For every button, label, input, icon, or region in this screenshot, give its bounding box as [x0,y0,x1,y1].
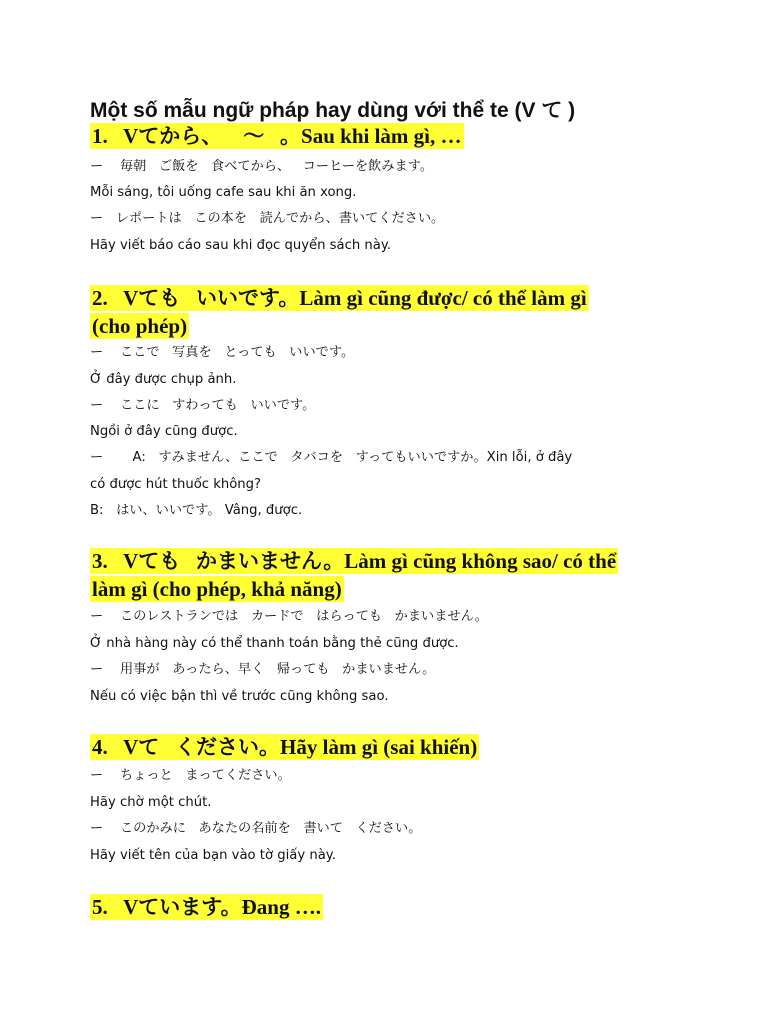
section-1-heading [90,122,464,151]
section-2-line-7: B: はい、いいです。 Vâng, được. [90,503,303,518]
section-3-line-4: Nếu có việc bận thì về trước cũng không sao. [90,689,389,704]
section-2-heading [90,284,589,313]
section-5-heading [90,893,323,922]
section-4-line-3: ー このかみに あなたの名前を 書いて ください。 [90,821,422,836]
section-2-line-3: ー ここに すわっても いいです。 [90,398,316,413]
document-title: Một số mẫu ngữ pháp hay dùng với thể te (V て ) [90,99,576,122]
section-3-line-1: ー このレストランでは カードで はらっても かまいません。 [90,609,488,624]
section-3-heading-cont [90,575,344,604]
section-1-line-4: Hãy viết báo cáo sau khi đọc quyển sách này. [90,238,391,253]
section-3-heading-line-2: làm gì (cho phép, khả năng) [92,577,342,601]
section-1-heading-text: 1. Vてから、 ～ 。Sau khi làm gì, … [92,124,462,148]
section-2-line-4: Ngồi ở đây cũng được. [90,424,238,439]
section-3-heading-line-1: 3. Vても かまいません。Làm gì cũng không sao/ có thể [92,549,617,573]
section-2-line-2: Ở đây được chụp ảnh. [90,372,237,387]
section-4-line-2: Hãy chờ một chút. [90,795,212,810]
section-1-line-3: ー レポートは この本を 読んでから、書いてください。 [90,211,445,226]
section-1-line-1: ー 毎朝 ご飯を 食べてから、 コーヒーを飲みます。 [90,159,434,174]
section-2-heading-line-1: 2. Vても いいです。Làm gì cũng được/ có thể làm gì [92,286,587,310]
section-2-line-5: ー A: すみません、ここで タバコを すってもいいですか。Xin lỗi, ở đây [90,450,573,465]
section-3-line-2: Ở nhà hàng này có thể thanh toán bằng thẻ cũng được. [90,636,459,651]
section-3-heading [90,547,618,576]
section-4-line-4: Hãy viết tên của bạn vào tờ giấy này. [90,848,336,863]
section-2-line-6: có được hút thuốc không? [90,477,262,492]
section-2-line-1: ー ここで 写真を とっても いいです。 [90,345,355,360]
section-5-heading-text: 5. Vています。Đang …. [92,895,321,919]
section-2-heading-cont [90,312,189,341]
section-1-line-2: Mỗi sáng, tôi uống cafe sau khi ăn xong. [90,185,357,200]
section-2-heading-line-2: (cho phép) [92,314,188,338]
section-4-line-1: ー ちょっと まってください。 [90,768,291,783]
section-4-heading-text: 4. Vて ください。Hãy làm gì (sai khiến) [92,735,478,759]
section-3-line-3: ー 用事が あったら、早く 帰っても かまいません。 [90,662,436,677]
section-4-heading [90,733,479,762]
